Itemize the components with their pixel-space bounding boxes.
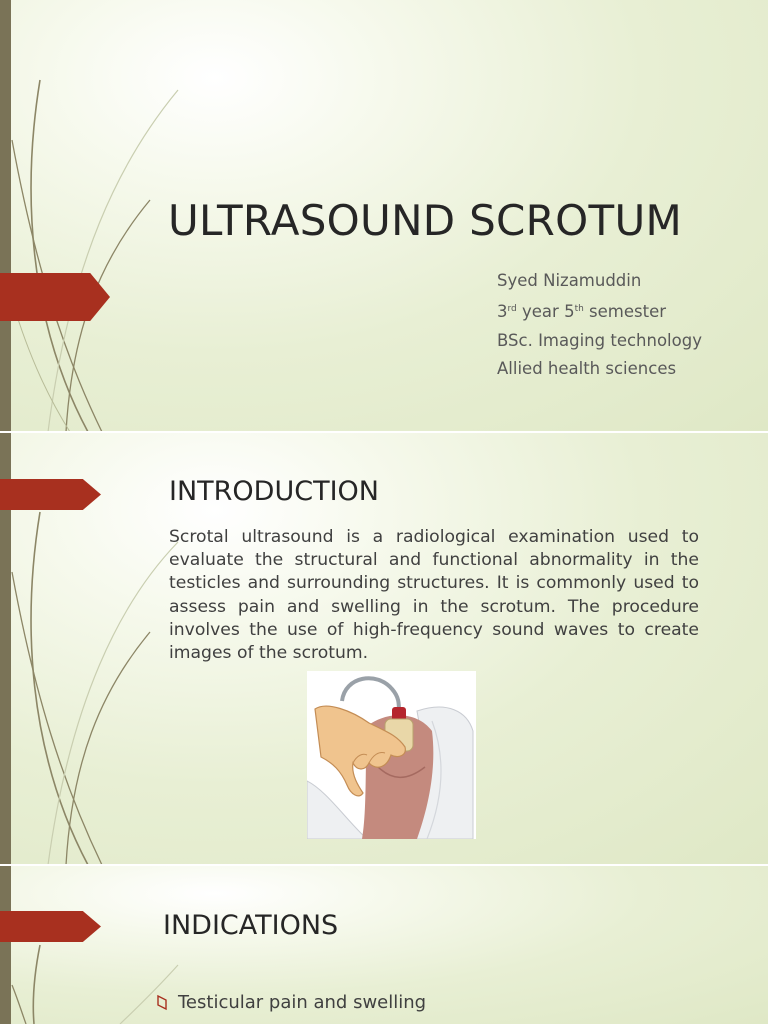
presenter-department: Allied health sciences [497,358,677,378]
title-slide [0,0,768,432]
ultrasound-probe-illustration [307,671,476,839]
accent-arrow-tab [0,479,101,510]
presenter-name: Syed Nizamuddin [497,271,642,290]
slide-separator [0,431,768,433]
slide-separator [0,864,768,866]
indications-slide [0,865,768,1024]
indications-heading: INDICATIONS [163,910,339,941]
presenter-year: 3rd year 5th semester [497,302,667,322]
introduction-slide [0,432,768,865]
introduction-paragraph: Scrotal ultrasound is a radiological examination used to evaluate the structural and functional abnormality in the testicles and surrounding structures. It is commonly used to assess pain and swelling in the scrotum. The procedure involves the use of high-frequency sound waves to create images of the scrotum. [169,527,699,664]
bullet-arrow-icon [156,994,170,1012]
accent-arrow-tab [0,911,101,942]
presenter-info [497,267,757,383]
presenter-program: BSc. Imaging technology [497,330,702,350]
list-item [156,992,426,1013]
bullet-text: Testicular pain and swelling [178,992,427,1013]
presentation-title: ULTRASOUND SCROTUM [168,196,683,245]
introduction-heading: INTRODUCTION [169,476,379,507]
accent-arrow-tab [0,273,110,321]
